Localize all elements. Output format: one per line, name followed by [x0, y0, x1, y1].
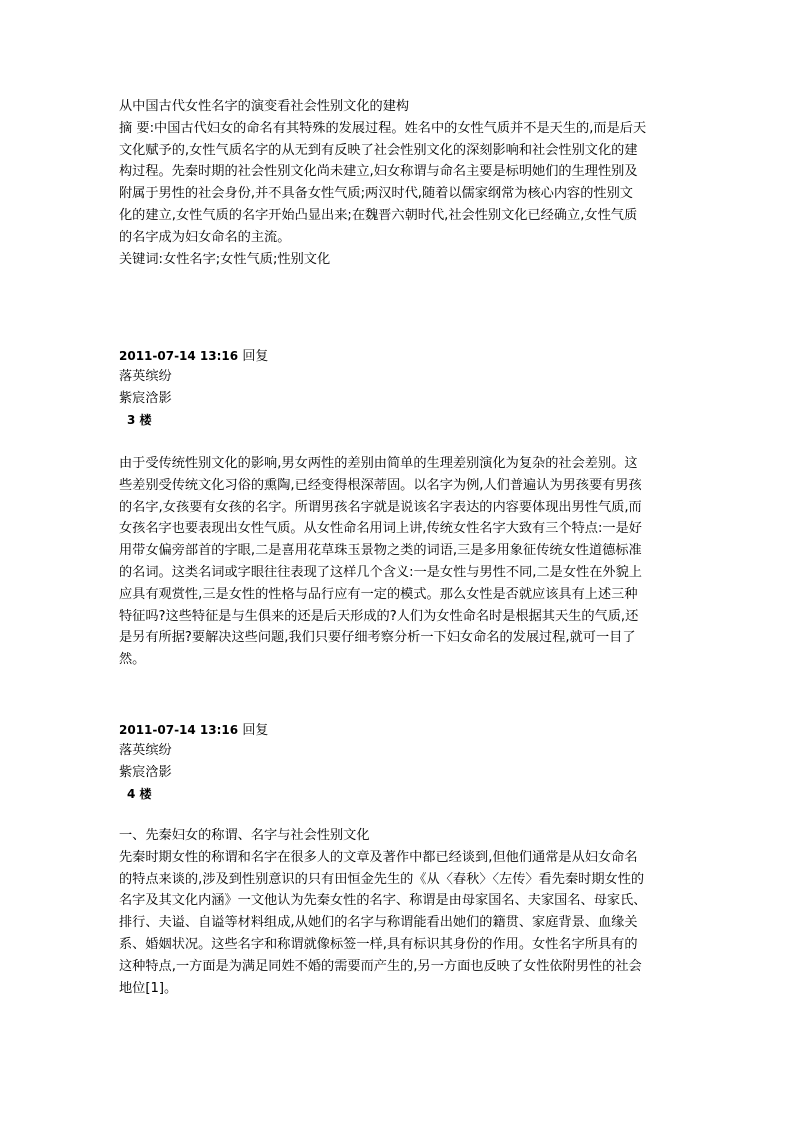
post-line: 些差别受传统文化习俗的熏陶,已经变得根深蒂固。以名字为例,人们普遍认为男孩要有男孩: [119, 477, 642, 493]
reply-link[interactable]: 回复: [242, 349, 269, 364]
post-username[interactable]: 紫宸浛影: [119, 764, 172, 780]
post-username[interactable]: 落英缤纷: [119, 743, 172, 758]
post-line: 应具有观赏性,三是女性的性格与品行应有一定的模式。那么女性是否就应该具有上述三种: [119, 586, 638, 602]
post-line: 然。: [119, 652, 146, 668]
post-datetime: 2011-07-14 13:16: [119, 349, 239, 363]
abstract-line: 文化赋予的,女性气质名字的从无到有反映了社会性别文化的深刻影响和社会性别文化的建: [119, 142, 638, 158]
post-meta: [119, 347, 679, 431]
post-line: 的名词。这类名词或字眼往往表现了这样几个含义:一是女性与男性不同,二是女性在外貌上: [119, 564, 642, 580]
abstract-line: 构过程。先秦时期的社会性别文化尚未建立,妇女称谓与命名主要是标明她们的生理性别及: [119, 164, 638, 180]
post-line: 的特点来谈的,涉及到性别意识的只有田恒金先生的《从〈春秋〉〈左传〉看先秦时期女性的: [119, 871, 645, 887]
abstract-line: 摘 要:中国古代妇女的命名有其特殊的发展过程。姓名中的女性气质并不是天生的,而是后天: [119, 120, 647, 136]
post-line: 用带女偏旁部首的字眼,二是喜用花草珠玉景物之类的词语,三是多用象征传统女性道德标准: [119, 543, 642, 559]
post-line: 名字及其文化内涵》一文他认为先秦女性的名字、称谓是由母家国名、夫家国名、母家氏、: [119, 893, 647, 909]
post-line: 排行、夫谥、自谥等材料组成,从她们的名字与称谓能看出她们的籍贯、家庭背景、血缘关: [119, 915, 638, 931]
floor-number: 3 楼: [127, 412, 152, 427]
reply-link[interactable]: 回复: [242, 723, 269, 738]
article-header: [119, 96, 679, 270]
post-body: [119, 825, 679, 999]
post-username[interactable]: 落英缤纷: [119, 369, 172, 384]
post-line: 由于受传统性别文化的影响,男女两性的差别由简单的生理差别演化为复杂的社会差别。这: [119, 456, 638, 471]
post-meta: [119, 721, 679, 805]
abstract-line: 的名字成为妇女命名的主流。: [119, 229, 291, 245]
abstract-line: 附属于男性的社会身份,并不具备女性气质;两汉时代,随着以儒家纲常为核心内容的性别文: [119, 186, 633, 202]
post-line: 先秦时期女性的称谓和名字在很多人的文章及著作中都已经谈到,但他们通常是从妇女命名: [119, 849, 638, 865]
post-body: [119, 453, 679, 671]
post-line: 这种特点,一方面是为满足同姓不婚的需要而产生的,另一方面也反映了女性依附男性的社会: [119, 958, 642, 974]
article-title: 从中国古代女性名字的演变看社会性别文化的建构: [119, 99, 410, 114]
post-line: 特征吗?这些特征是与生俱来的还是后天形成的?人们为女性命名时是根据其天生的气质,还: [119, 608, 639, 624]
keywords: 关键词:女性名字;女性气质;性别文化: [119, 251, 331, 267]
floor-number: 4 楼: [127, 786, 152, 801]
post-line: 的名字,女孩要有女孩的名字。所谓男孩名字就是说该名字表达的内容要体现出男性气质,而: [119, 499, 642, 515]
post-line: 是另有所据?要解决这些问题,我们只要仔细考察分析一下妇女命名的发展过程,就可一目了: [119, 630, 636, 646]
post-line: 女孩名字也要表现出女性气质。从女性命名用词上讲,传统女性名字大致有三个特点:一是好: [119, 521, 642, 537]
abstract-line: 化的建立,女性气质的名字开始凸显出来;在魏晋六朝时代,社会性别文化已经确立,女性气质: [119, 207, 638, 223]
post-username[interactable]: 紫宸浛影: [119, 390, 172, 406]
post-datetime: 2011-07-14 13:16: [119, 723, 239, 737]
post-line: 地位[1]。: [119, 980, 178, 996]
section-heading: 一、先秦妇女的称谓、名字与社会性别文化: [119, 828, 370, 843]
post-line: 系、婚姻状况。这些名字和称谓就像标签一样,具有标识其身份的作用。女性名字所具有的: [119, 936, 638, 952]
